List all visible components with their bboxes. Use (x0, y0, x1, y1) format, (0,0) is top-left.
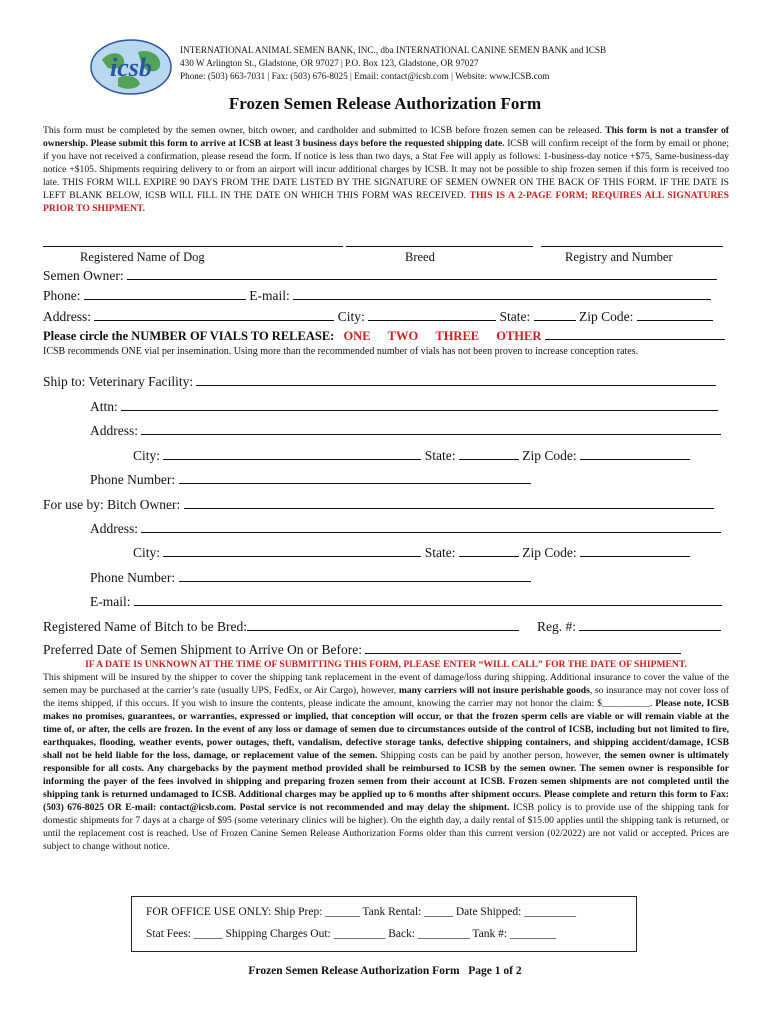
vial-other-input[interactable] (545, 328, 725, 340)
owner-phone-label: Phone Number: (90, 570, 176, 585)
phone-input[interactable] (84, 288, 246, 300)
phone-label: Phone: (43, 288, 81, 303)
bitch-name-input[interactable] (247, 619, 519, 631)
intro-warning: THIS IS A 2-PAGE FORM; REQUIRES ALL SIGNATURES PRIOR TO SHIPMENT. (43, 190, 729, 214)
phone-email-row (43, 288, 711, 304)
intro-text-2: ICSB will confirm receipt of the form by email or phone; if you have not received a confirmation, please resend the form. If notice is less than two days, a Stat Fee will apply as follows: 1-business-day notice +$75, Same-business-day notice +$105. Shipments requiring delivery to or from an airport will incur additional charges by ICSB. It may not be possible to ship frozen semen if this form is received too late. THIS FORM WILL EXPIRE 90 DAYS FROM THE DATE LISTED BY THE SIGNATURE OF SEMEN OWNER ON THE BACK OF THIS FORM. IF THE DATE IS LEFT BLANK BELOW, ICSB WILL FILL IN THE DATE ON WHICH THIS FORM WAS RECEIVED. (43, 138, 729, 201)
notice-bold-1: many carriers will not insure perishable goods (398, 685, 590, 696)
vial-option-three[interactable]: THREE (435, 329, 480, 343)
semen-owner-label: Semen Owner: (43, 268, 124, 283)
vial-option-one[interactable]: ONE (343, 329, 371, 343)
address-row (43, 309, 713, 325)
preferred-date-label: Preferred Date of Semen Shipment to Arrive On or Before: (43, 642, 363, 657)
bitch-name-row (43, 619, 519, 635)
zip-input[interactable] (637, 309, 713, 321)
owner-zip-input[interactable] (580, 545, 690, 557)
breed-field[interactable] (346, 234, 533, 252)
vet-address-row (90, 423, 721, 439)
vet-zip-input[interactable] (580, 448, 690, 460)
address-label: Address: (43, 309, 91, 324)
will-call-notice: IF A DATE IS UNKNOWN AT THE TIME OF SUBMITTING THIS FORM, PLEASE ENTER “WILL CALL” FOR THE DATE OF SHIPMENT. (85, 659, 687, 670)
attn-label: Attn: (90, 399, 118, 414)
attn-input[interactable] (121, 399, 718, 411)
owner-address-label: Address: (90, 521, 138, 536)
dog-name-label: Registered Name of Dog (80, 250, 205, 264)
registry-label: Registry and Number (565, 250, 673, 264)
address-input[interactable] (94, 309, 334, 321)
vet-address-label: Address: (90, 423, 138, 438)
bitch-name-label: Registered Name of Bitch to be Bred: (43, 619, 247, 634)
notice-bold-3: the semen owner is ultimately responsible for all costs. Any chargebacks by the payment method provided shall be reimbursed to ICSB by the semen owner. The semen owner is responsible for informing the payer of the fees involved in shipping and preparing frozen semen from their account at ICSB. Frozen semen shipments are not completed until the shipping tank is returned undamaged to ICSB. Additional charges may be applied up to 6 months after shipment occurs. Please complete and return this form to Fax: (503) 676-8025 OR E-mail: contact@icsb.com. Postal service is not recommended and may delay the shipment. (43, 750, 729, 813)
email-input[interactable] (293, 288, 711, 300)
owner-email-input[interactable] (134, 594, 722, 606)
notice-text-4: ICSB policy is to provide use of the shipping tank for domestic shipments for 7 days at a charge of $95 (some veterinary clinics will be higher). On the eighth day, a daily rental of $15.00 applies until the shipping tank is returned, or until the replacement cost is reached. Use of Frozen Canine Semen Release Authorization Forms older than this current version (02/2022) are not valid or accepted. Prices are subject to change without notice. (43, 802, 729, 852)
vet-phone-row (90, 472, 531, 488)
vet-facility-input[interactable] (196, 374, 716, 386)
email-label: E-mail: (249, 288, 290, 303)
city-input[interactable] (368, 309, 496, 321)
reg-no-row (537, 619, 721, 635)
vial-option-other[interactable]: OTHER (496, 329, 542, 343)
office-use-box (131, 896, 637, 952)
icsb-logo (88, 38, 174, 96)
owner-city-input[interactable] (163, 545, 421, 557)
bitch-owner-label: For use by: Bitch Owner: (43, 497, 181, 512)
owner-phone-input[interactable] (179, 570, 531, 582)
notice-bold-2: Please note, ICSB makes no promises, guarantees, or warranties, expressed or implied, that conception will occur, or that the frozen sperm cells are viable or will remain viable at the time of, or after, the cells are frozen. In the event of any loss or damage of semen due to circumstances outside of the control of ICSB, including but not limited to fire, earthquakes, flooding, weather events, power outages, theft, vandalism, defective storage tanks, defective shipping containers, and shipping accident/damage, ICSB shall not be held liable for the loss, damage, or replacement value of the semen. (43, 698, 729, 761)
owner-zip-label: Zip Code: (522, 545, 577, 560)
owner-state-label: State: (424, 545, 456, 560)
vet-city-row (133, 448, 690, 464)
header-line1: INTERNATIONAL ANIMAL SEMEN BANK, INC., dba INTERNATIONAL CANINE SEMEN BANK and ICSB (180, 45, 607, 55)
header-line3: Phone: (503) 663-7031 | Fax: (503) 676-8025 | Email: contact@icsb.com | Website: www.ICSB.com (180, 71, 550, 81)
vials-row (43, 328, 725, 344)
vet-zip-label: Zip Code: (522, 448, 577, 463)
owner-state-input[interactable] (459, 545, 519, 557)
page-footer: Frozen Semen Release Authorization Form Page 1 of 2 (248, 965, 522, 977)
office-line-1[interactable]: FOR OFFICE USE ONLY: Ship Prep: ______ Tank Rental: _____ Date Shipped: _________ (146, 906, 576, 918)
city-label: City: (337, 309, 365, 324)
semen-owner-input[interactable] (127, 268, 717, 280)
vial-option-two[interactable]: TWO (387, 329, 419, 343)
owner-address-input[interactable] (141, 521, 721, 533)
vet-city-label: City: (133, 448, 161, 463)
form-title: Frozen Semen Release Authorization Form (228, 94, 542, 113)
ship-to-row (43, 374, 716, 390)
vet-state-input[interactable] (459, 448, 519, 460)
vet-phone-label: Phone Number: (90, 472, 176, 487)
vet-address-input[interactable] (141, 423, 721, 435)
zip-label: Zip Code: (579, 309, 634, 324)
vet-state-label: State: (424, 448, 456, 463)
logo-text: icsb (110, 53, 152, 82)
preferred-date-row (43, 642, 681, 658)
header-address (180, 44, 606, 83)
owner-phone-row (90, 570, 531, 586)
preferred-date-input[interactable] (365, 642, 681, 654)
bitch-owner-input[interactable] (184, 497, 714, 509)
owner-email-row (90, 594, 722, 610)
office-line-2[interactable]: Stat Fees: _____ Shipping Charges Out: _________ Back: _________ Tank #: ________ (146, 928, 556, 940)
notice-text-1: This shipment will be insured by the shipper to cover the shipping tank replacement in the event of damage/loss during shipping. Additional insurance to cover the value of the semen may be purchased at the carrier’s rate (usually UPS, FedEx, or Air Cargo), however, (43, 672, 729, 696)
ship-to-label: Ship to: Veterinary Facility: (43, 374, 194, 389)
notice-text-2: , so insurance may not cover loss of the items shipped, if this occurs. If you wish to insure the contents, please indicate the amount, knowing the carrier may not honor the claim: $__________. (43, 685, 729, 709)
semen-owner-row (43, 268, 717, 284)
vet-phone-input[interactable] (179, 472, 531, 484)
reg-no-input[interactable] (579, 619, 721, 631)
notice-text-3: Shipping costs can be paid by another person, however, (377, 750, 605, 761)
vials-label: Please circle the NUMBER OF VIALS TO RELEASE: (43, 329, 335, 343)
attn-row (90, 399, 718, 415)
owner-city-row (133, 545, 690, 561)
vet-city-input[interactable] (163, 448, 421, 460)
intro-bold: This form is not a transfer of ownership. Please submit this form to arrive at ICSB at least 3 business days before the requested shipping date. (43, 125, 730, 149)
state-label: State: (499, 309, 531, 324)
intro-text-1: This form must be completed by the semen owner, bitch owner, and cardholder and submitted to ICSB before frozen semen can be released. (43, 125, 606, 136)
breed-label: Breed (405, 250, 435, 264)
bitch-owner-row (43, 497, 714, 513)
owner-city-label: City: (133, 545, 161, 560)
intro-paragraph (43, 124, 729, 215)
owner-address-row (90, 521, 721, 537)
reg-no-label: Reg. #: (537, 619, 576, 634)
state-input[interactable] (534, 309, 576, 321)
vials-note: ICSB recommends ONE vial per insemination. Using more than the recommended number of vials has not been proven to increase conception rates. (43, 346, 639, 357)
header-line2: 430 W Arlington St., Gladstone, OR 97027 | P.O. Box 123, Gladstone, OR 97027 (180, 58, 479, 68)
shipping-notice (43, 658, 729, 853)
owner-email-label: E-mail: (90, 594, 131, 609)
